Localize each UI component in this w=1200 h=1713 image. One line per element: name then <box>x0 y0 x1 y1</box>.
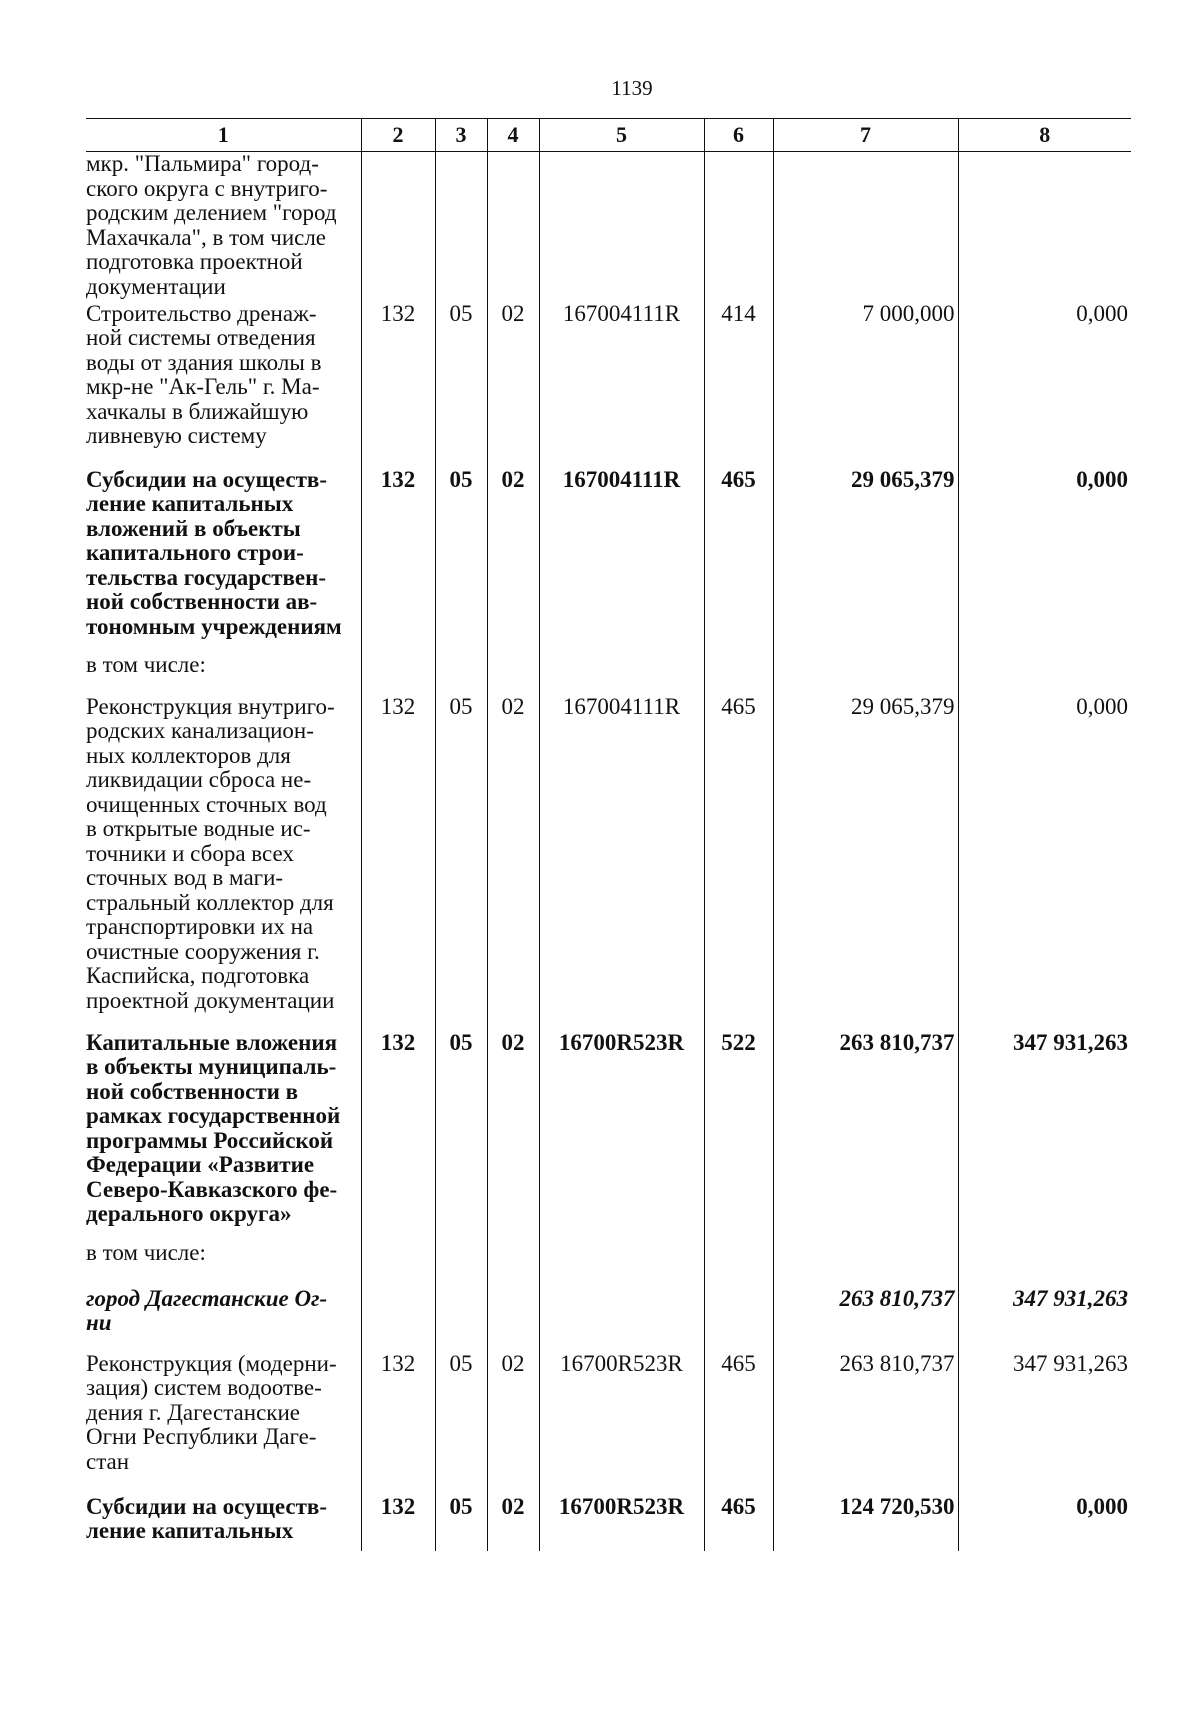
table-row <box>86 1241 1131 1287</box>
cell-subsection: 02 <box>487 1495 539 1551</box>
cell-expense-type <box>704 653 773 695</box>
cell-amount-2: 0,000 <box>958 468 1131 653</box>
cell-subsection: 02 <box>487 695 539 1031</box>
cell-subsection: 02 <box>487 468 539 653</box>
cell-code <box>361 653 435 695</box>
table-row <box>86 302 1131 468</box>
cell-amount-1: 263 810,737 <box>773 1031 958 1241</box>
cell-section: 05 <box>435 1031 487 1241</box>
cell-expense-type <box>704 1287 773 1352</box>
page-number: 1139 <box>611 76 653 100</box>
table-row <box>86 468 1131 653</box>
cell-amount-1 <box>773 1241 958 1287</box>
cell-target-code: 167004111R <box>539 302 704 468</box>
column-header: 2 <box>361 119 435 152</box>
cell-section: 05 <box>435 1352 487 1495</box>
cell-target-code <box>539 653 704 695</box>
cell-code <box>361 1241 435 1287</box>
cell-subsection <box>487 1287 539 1352</box>
table-row <box>86 1031 1131 1241</box>
budget-table <box>86 118 1131 1551</box>
cell-target-code: 167004111R <box>539 468 704 653</box>
cell-amount-1: 7 000,000 <box>773 302 958 468</box>
cell-code: 132 <box>361 695 435 1031</box>
cell-code: 132 <box>361 1495 435 1551</box>
column-header: 5 <box>539 119 704 152</box>
cell-amount-2: 347 931,263 <box>958 1287 1131 1352</box>
row-name: Капитальные вложения в объекты муниципаль- ной собственности в рамках государственной программы Российской Федерации «Развитие Северо-Кавказского фе- дерального округа» <box>86 1029 341 1226</box>
row-name: Реконструкция внутриго- родских канализацион- ных коллекторов для ликвидации сброса не- очищенных сточных вод в открытые водные ис- точники и сбора всех сточных вод в маги- стральный коллектор для транспортировки их на очистные сооружения г. Каспийска, подготовка проектной документации <box>86 693 335 1013</box>
cell-code <box>361 152 435 302</box>
table-row <box>86 695 1131 1031</box>
table-row <box>86 152 1131 302</box>
row-name: Строительство дренаж- ной системы отведения воды от здания школы в мкр-не "Ак-Гель" г. Ма- хачкалы в ближайшую ливневую систему <box>86 300 322 448</box>
cell-amount-1: 263 810,737 <box>773 1352 958 1495</box>
cell-expense-type: 414 <box>704 302 773 468</box>
cell-amount-2: 0,000 <box>958 302 1131 468</box>
cell-section <box>435 1241 487 1287</box>
cell-amount-1 <box>773 653 958 695</box>
cell-expense-type <box>704 1241 773 1287</box>
cell-amount-2: 0,000 <box>958 695 1131 1031</box>
cell-amount-1: 29 065,379 <box>773 468 958 653</box>
cell-amount-2 <box>958 653 1131 695</box>
cell-target-code: 167004111R <box>539 695 704 1031</box>
cell-section: 05 <box>435 695 487 1031</box>
cell-subsection <box>487 1241 539 1287</box>
cell-expense-type: 465 <box>704 468 773 653</box>
column-header: 7 <box>773 119 958 152</box>
cell-target-code <box>539 152 704 302</box>
cell-section: 05 <box>435 1495 487 1551</box>
cell-target-code: 16700R523R <box>539 1031 704 1241</box>
cell-subsection: 02 <box>487 302 539 468</box>
cell-amount-2 <box>958 152 1131 302</box>
cell-expense-type: 522 <box>704 1031 773 1241</box>
cell-code: 132 <box>361 468 435 653</box>
cell-section <box>435 152 487 302</box>
cell-subsection: 02 <box>487 1352 539 1495</box>
cell-section <box>435 653 487 695</box>
table-row <box>86 1352 1131 1495</box>
column-header: 8 <box>958 119 1131 152</box>
cell-target-code: 16700R523R <box>539 1495 704 1551</box>
cell-subsection <box>487 653 539 695</box>
column-header: 1 <box>86 119 361 152</box>
cell-section: 05 <box>435 302 487 468</box>
cell-expense-type: 465 <box>704 1352 773 1495</box>
table-row <box>86 653 1131 695</box>
row-name: в том числе: <box>86 651 206 677</box>
cell-section <box>435 1287 487 1352</box>
cell-target-code: 16700R523R <box>539 1352 704 1495</box>
cell-amount-1: 263 810,737 <box>773 1287 958 1352</box>
cell-expense-type: 465 <box>704 695 773 1031</box>
row-name: Субсидии на осуществ- ление капитальных вложений в объекты капитального строи- тельства государствен- ной собственности ав- тономным учреждениям <box>86 466 342 639</box>
row-name: мкр. "Пальмира" город- ского округа с внутриго- родским делением "город Махачкала", в том числе подготовка проектной документации <box>86 151 337 299</box>
cell-expense-type: 465 <box>704 1495 773 1551</box>
cell-amount-2: 347 931,263 <box>958 1031 1131 1241</box>
cell-subsection <box>487 152 539 302</box>
cell-subsection: 02 <box>487 1031 539 1241</box>
cell-target-code <box>539 1241 704 1287</box>
cell-amount-2: 0,000 <box>958 1495 1131 1551</box>
cell-amount-2 <box>958 1241 1131 1287</box>
cell-amount-1 <box>773 152 958 302</box>
row-name: город Дагестанские Ог- ни <box>86 1285 328 1335</box>
row-name: в том числе: <box>86 1239 206 1265</box>
header-row <box>86 119 1131 152</box>
cell-amount-1: 124 720,530 <box>773 1495 958 1551</box>
column-header: 3 <box>435 119 487 152</box>
cell-code: 132 <box>361 1352 435 1495</box>
cell-amount-1: 29 065,379 <box>773 695 958 1031</box>
cell-expense-type <box>704 152 773 302</box>
table-row <box>86 1287 1131 1352</box>
column-header: 4 <box>487 119 539 152</box>
table-row <box>86 1495 1131 1551</box>
cell-code: 132 <box>361 302 435 468</box>
row-name: Реконструкция (модерни- зация) систем водоотве- дения г. Дагестанские Огни Республики Даге- стан <box>86 1350 337 1474</box>
cell-section: 05 <box>435 468 487 653</box>
row-name: Субсидии на осуществ- ление капитальных <box>86 1493 327 1543</box>
cell-code <box>361 1287 435 1352</box>
column-header: 6 <box>704 119 773 152</box>
cell-amount-2: 347 931,263 <box>958 1352 1131 1495</box>
cell-code: 132 <box>361 1031 435 1241</box>
cell-target-code <box>539 1287 704 1352</box>
